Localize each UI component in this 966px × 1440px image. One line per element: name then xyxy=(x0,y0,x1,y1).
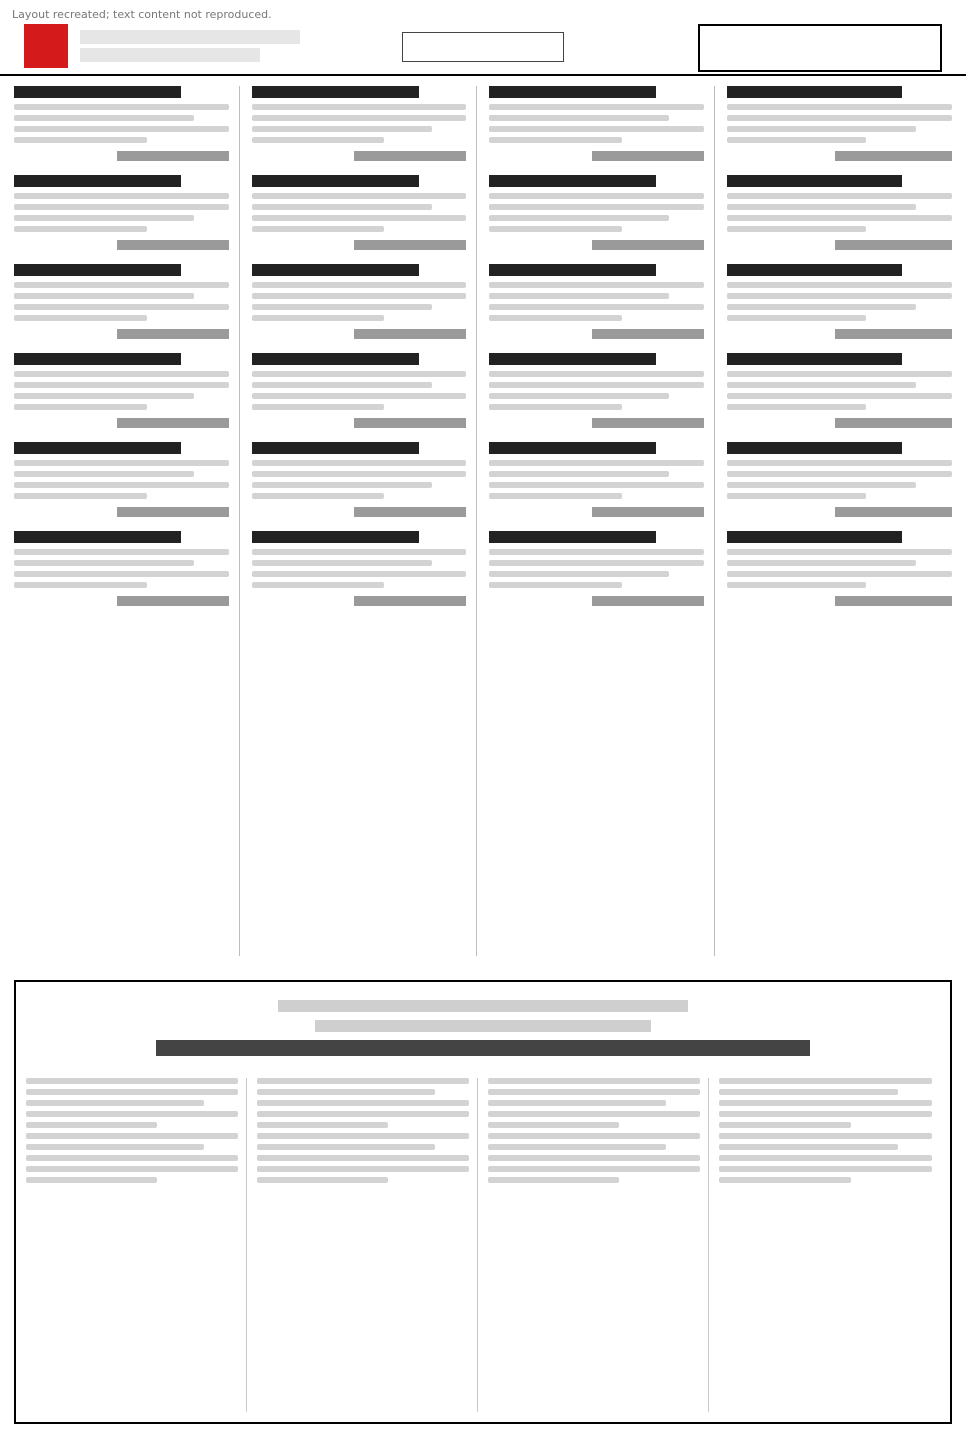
ad-block xyxy=(489,442,704,517)
ad-block xyxy=(252,531,467,606)
notice-column-2 xyxy=(257,1078,478,1412)
registry-notice xyxy=(14,980,952,1424)
notice-column-3 xyxy=(488,1078,709,1412)
ad-block xyxy=(727,264,953,339)
ad-block xyxy=(14,86,229,161)
notice-column-4 xyxy=(719,1078,940,1412)
column-4 xyxy=(727,86,953,956)
column-1 xyxy=(14,86,240,956)
ad-block xyxy=(489,264,704,339)
placeholder-note: Layout recreated; text content not reproduced. xyxy=(12,8,272,21)
ad-block xyxy=(14,531,229,606)
ad-block xyxy=(489,86,704,161)
ad-block xyxy=(727,175,953,250)
section-label xyxy=(402,32,564,62)
ad-block xyxy=(489,531,704,606)
ad-block xyxy=(727,353,953,428)
page-number-box xyxy=(24,24,68,68)
ad-block xyxy=(252,442,467,517)
brand-area xyxy=(698,24,942,72)
ad-block xyxy=(727,442,953,517)
notice-column-1 xyxy=(26,1078,247,1412)
classifieds-grid xyxy=(14,86,952,956)
ad-block xyxy=(727,86,953,161)
column-3 xyxy=(489,86,715,956)
notice-heading xyxy=(16,992,950,1064)
ad-block xyxy=(14,175,229,250)
column-2 xyxy=(252,86,478,956)
ad-block xyxy=(727,531,953,606)
ad-block xyxy=(14,353,229,428)
ad-block xyxy=(14,264,229,339)
date-line-secondary xyxy=(80,48,260,62)
notice-body xyxy=(26,1078,940,1412)
ad-block xyxy=(252,353,467,428)
date-line xyxy=(80,30,300,44)
masthead xyxy=(0,24,966,76)
ad-block xyxy=(489,175,704,250)
ad-block xyxy=(14,442,229,517)
ad-block xyxy=(252,175,467,250)
ad-block xyxy=(252,264,467,339)
ad-block xyxy=(489,353,704,428)
ad-block xyxy=(252,86,467,161)
